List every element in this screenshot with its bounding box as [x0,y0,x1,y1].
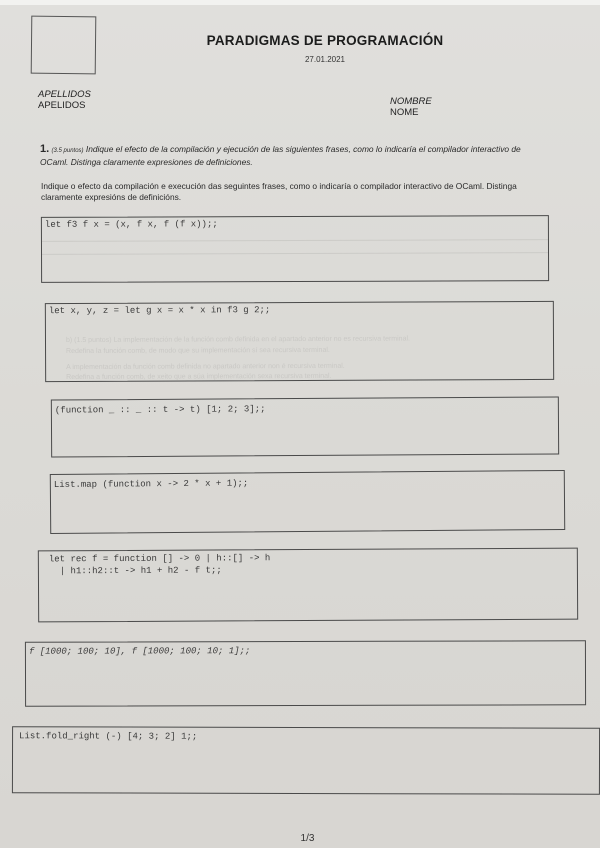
answer-box-5[interactable] [38,548,578,623]
answer-box-4[interactable] [50,470,565,534]
page-top-edge [0,0,600,5]
exam-date: 27.01.2021 [304,55,346,64]
bleed-through-line [42,252,548,255]
answer-box-2[interactable] [45,301,554,382]
answer-box-6[interactable] [25,640,586,706]
code-snippet-6: f [1000; 100; 10], f [1000; 100; 10; 1];; [28,646,251,657]
question-text-es: Indique el efecto de la compilación y ejecución de las siguientes frases, como lo indicaría el compilador interactivo de OCaml. Distinga claramente expresiones de definiciones. [40,144,521,167]
code-snippet-1: let f3 f x = (x, f x, f (f x));; [44,219,218,230]
bleed-through-text: Redefina a función comb, de xeito que a súa implementación sexa recursiva terminal. [66,372,332,382]
answer-box-3[interactable] [51,396,559,457]
page-title: PARADIGMAS DE PROGRAMACIÓN [206,33,444,48]
surname-label [38,89,91,111]
name-label [390,96,432,118]
surname-label-gl: APELIDOS [38,100,86,111]
code-snippet-3: (function _ :: _ :: t -> t) [1; 2; 3];; [54,404,266,416]
code-snippet-7: List.fold_right (-) [4; 3; 2] 1;; [19,731,198,742]
question-prompt-es [40,144,540,167]
bleed-through-text: b) (1.5 puntos) La implementación de la función comb definida en el apartado anterior no es recursiva terminal. [65,335,410,345]
answer-box-1[interactable] [41,215,549,283]
surname-label-es: APELLIDOS [38,89,91,100]
code-snippet-4: List.map (function x -> 2 * x + 1);; [53,478,249,490]
bleed-through-line [42,239,548,242]
question-prompt-gl: Indique o efecto da compilación e execución das seguintes frases, como o indicaría o compilador interactivo de OCaml. Distinga claramente expresións de definicións. [41,181,517,202]
code-snippet-2: let x, y, z = let g x = x * x in f3 g 2;; [48,305,271,317]
question-points: (3.5 puntos) [51,148,84,154]
bleed-through-text: A implementación da función comb definida no apartado anterior non é recursiva terminal. [66,362,345,372]
name-label-gl: NOME [390,107,419,118]
name-label-es: NOMBRE [390,96,432,107]
answer-box-7[interactable] [12,726,600,795]
page-number: 1/3 [300,833,315,844]
bleed-through-text: Redefina la función comb, de modo que su implementación sí sea recursiva terminal. [66,346,330,356]
question-number: 1. [40,143,50,155]
code-snippet-5: let rec f = function [] -> 0 | h::[] -> h | h1::h2::t -> h1 + h2 - f t;; [48,553,271,576]
